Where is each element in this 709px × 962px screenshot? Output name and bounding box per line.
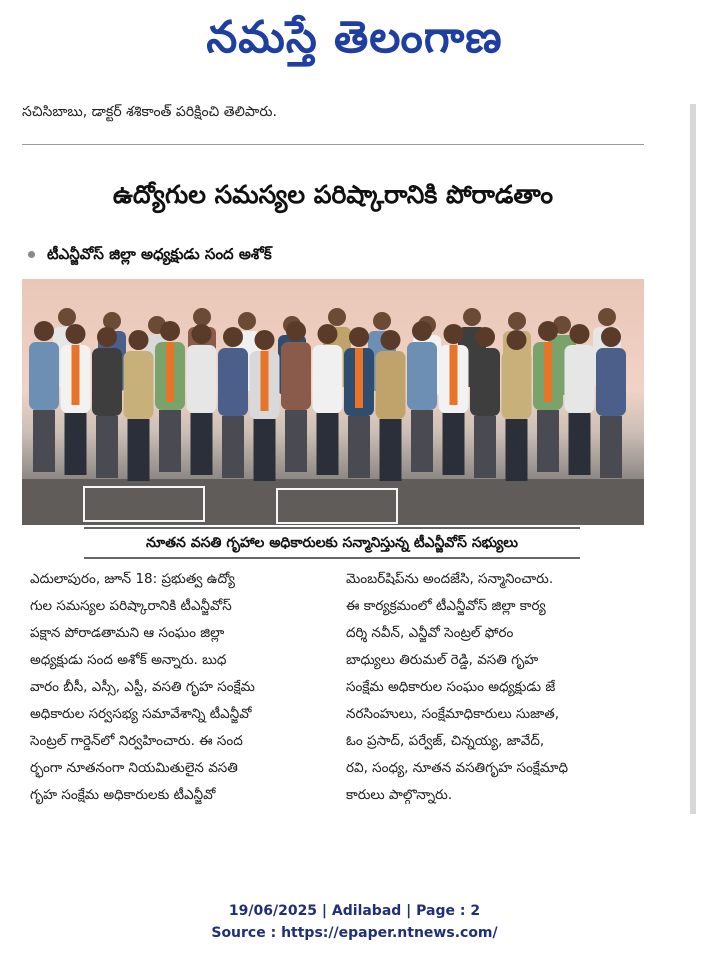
body-line: మెంబర్‌షిప్‌ను అందజేసి, సన్మానించారు. <box>346 571 554 587</box>
group-photo-figures <box>22 279 644 525</box>
group-photo <box>22 279 644 525</box>
body-line: కారులు పాల్గొన్నారు. <box>346 787 453 803</box>
body-line: ఓం ప్రసాద్, పర్వేజ్, చిన్నయ్య, జావేద్, <box>346 733 545 749</box>
bullet-icon <box>28 251 35 258</box>
article-body-right-column <box>346 566 646 809</box>
person-figure <box>218 327 248 478</box>
person-figure <box>533 321 563 472</box>
person-figure <box>376 330 406 481</box>
body-line: రవి, సంధ్య, నూతన వసతిగృహ సంక్షేమాధి <box>346 760 568 776</box>
person-figure <box>281 321 311 472</box>
stage-floor <box>22 479 644 525</box>
person-figure <box>502 330 532 481</box>
person-figure <box>344 327 374 478</box>
body-line: నరసింహులు, సంక్షేమాధికారులు సుజాత, <box>346 706 560 722</box>
body-line: గుల సమస్యల పరిష్కారానికి టీఎన్జీవోస్ <box>30 598 232 614</box>
person-figure <box>61 324 91 475</box>
article-headline: ఉద్యోగుల సమస్యల పరిష్కారానికి పోరాడతాం <box>112 180 554 209</box>
person-figure <box>155 321 185 472</box>
body-line: బాధ్యులు తిరుమల్ రెడ్డి, వసతి గృహ <box>346 652 539 668</box>
person-figure <box>439 324 469 475</box>
body-line: అధికారుల సర్వసభ్య సమావేశాన్ని టీఎన్జీవో <box>30 706 252 722</box>
article-subheadline <box>28 242 628 266</box>
person-figure <box>92 327 122 478</box>
person-figure <box>187 324 217 475</box>
footer-date-edition: 19/06/2025 | Adilabad | Page : 2 <box>228 903 481 919</box>
body-line: గృహ సంక్షేమ అధికారులకు టీఎన్జీవో <box>30 787 216 803</box>
page-footer <box>0 900 709 944</box>
person-figure <box>29 321 59 472</box>
person-figure <box>596 327 626 478</box>
subheadline-text: టీఎన్జీవోస్ జిల్లా అధ్యక్షుడు సంద అశోక్ <box>47 245 272 263</box>
body-line: సంక్షేమ అధికారుల సంఘం అధ్యక్షుడు జే <box>346 679 556 695</box>
body-line: ఎదులాపురం, జూన్ 18: ప్రభుత్వ ఉద్యో <box>30 571 235 587</box>
previous-article-strip: సచిసిబాబు, డాక్టర్ శశికాంత్ పరిక్షించి తెలిపారు. <box>22 104 277 120</box>
person-figure <box>565 324 595 475</box>
body-line: ఈ కార్యక్రమంలో టీఎన్జీవోస్ జిల్లా కార్య <box>346 598 546 614</box>
footer-source-link[interactable]: Source : https://epaper.ntnews.com/ <box>211 925 498 941</box>
masthead-logo: నమస్తే తెలంగాణ <box>206 12 503 63</box>
person-figure <box>250 330 280 481</box>
body-line: అధ్యక్షుడు సంద అశోక్ అన్నారు. బుధ <box>30 652 227 668</box>
body-line: ర్భంగా నూతనంగా నియమితులైన వసతి <box>30 760 238 776</box>
photo-caption: నూతన వసతి గృహాల అధికారులకు సన్మానిస్తున్న టీఎన్జీవోస్ సభ్యులు <box>84 527 580 559</box>
person-figure <box>407 321 437 472</box>
divider <box>22 144 644 145</box>
body-line: వారం బీసీ, ఎస్సీ, ఎస్టీ, వసతి గృహ సంక్షేమ <box>30 679 255 695</box>
adjacent-column-edge <box>690 104 696 814</box>
body-line: పక్షాన పోరాడతామని ఆ సంఘం జిల్లా <box>30 625 225 641</box>
person-figure <box>313 324 343 475</box>
person-figure <box>124 330 154 481</box>
person-figure <box>470 327 500 478</box>
body-line: దర్శి నవీన్, ఎన్జీవో సెంట్రల్ ఫోరం <box>346 625 514 641</box>
body-line: సెంట్రల్ గార్డెన్‌లో నిర్వహించారు. ఈ సంద <box>30 733 243 749</box>
article-body-left-column <box>30 566 330 809</box>
